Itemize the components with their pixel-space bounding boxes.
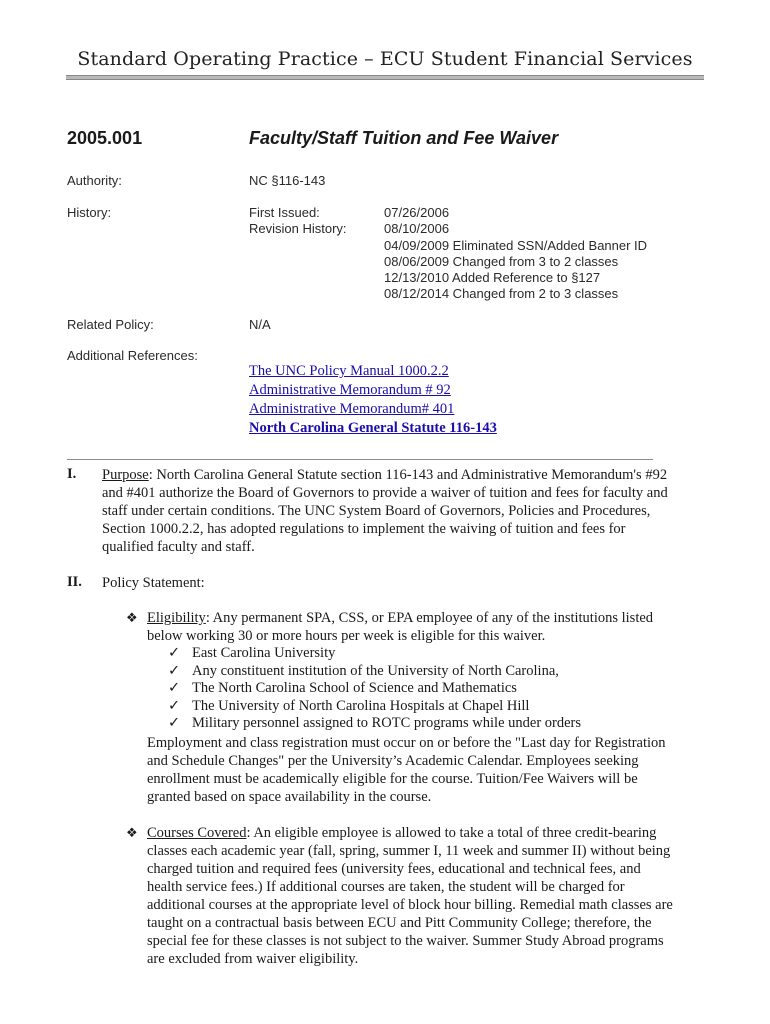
related-policy-label: Related Policy:: [67, 317, 154, 332]
revision-history-label: Revision History:: [249, 221, 347, 237]
eligibility-line: : Any permanent SPA, CSS, or EPA employee of any of the institutions listed: [205, 610, 654, 626]
history-labels: [249, 205, 347, 238]
checkmark-icon: ✓: [168, 697, 181, 714]
reference-link-admin-memo-401[interactable]: Administrative Memorandum# 401: [249, 401, 455, 417]
eligibility-heading: Eligibility: [147, 610, 206, 626]
courses-line: are excluded from waiver eligibility.: [147, 951, 359, 967]
page-header-title: Standard Operating Practice – ECU Student Financial Services: [77, 48, 693, 70]
references-list: [249, 362, 497, 438]
purpose-line: : North Carolina General Statute section 116-143 and Administrative Memorandum's #92: [148, 467, 668, 483]
additional-references-label: Additional References:: [67, 348, 198, 363]
purpose-line: Section 1000.2.2, has adopted regulations to implement the waiving of tuition and fees for: [102, 521, 626, 537]
authority-label: Authority:: [67, 173, 122, 188]
diamond-bullet-icon: ❖: [126, 610, 138, 625]
section-2-number: II.: [67, 574, 82, 590]
authority-value: NC §116-143: [249, 173, 326, 188]
checkmark-icon: ✓: [168, 645, 181, 661]
eligibility-line: below working 30 or more hours per week is eligible for this waiver.: [147, 628, 546, 644]
history-entry: 12/13/2010 Added Reference to §127: [384, 270, 601, 286]
eligibility-condition-line: Employment and class registration must occur on or before the "Last day for Registration: [147, 735, 666, 751]
section-divider: [67, 459, 653, 460]
policy-number: 2005.001: [67, 128, 143, 148]
eligibility-condition-line: enrollment must be academically eligible for the course. Tuition/Fee Waivers will be: [147, 771, 638, 787]
related-policy-value: N/A: [249, 317, 271, 332]
section-1-number: I.: [67, 466, 77, 482]
list-item: ✓ The University of North Carolina Hospitals at Chapel Hill: [168, 697, 530, 714]
list-item: ✓ Any constituent institution of the University of North Carolina,: [168, 662, 559, 679]
reference-link-admin-memo-92[interactable]: Administrative Memorandum # 92: [249, 382, 451, 398]
purpose-line: and #401 authorize the Board of Governors to provide a waiver of tuition and fees for faculty and: [102, 485, 668, 501]
reference-link-nc-statute[interactable]: North Carolina General Statute 116-143: [249, 420, 497, 436]
history-entry: 04/09/2009 Eliminated SSN/Added Banner ID: [384, 237, 648, 253]
eligibility-intro: [147, 609, 653, 645]
policy-title: Faculty/Staff Tuition and Fee Waiver: [249, 128, 559, 148]
courses-covered-heading: Courses Covered: [147, 825, 247, 841]
first-issued-label: First Issued:: [249, 205, 320, 220]
courses-line: health service fees.) If additional courses are taken, the student will be charged for: [147, 879, 625, 895]
eligibility-condition-line: granted based on space availability in the course.: [147, 789, 432, 805]
reference-link-unc-policy-manual[interactable]: The UNC Policy Manual 1000.2.2: [249, 363, 449, 379]
header-rule: [66, 75, 704, 80]
history-entry: 08/12/2014 Changed from 2 to 3 classes: [384, 286, 619, 302]
eligibility-condition-line: and Schedule Changes" per the University’s Academic Calendar. Employees seeking: [147, 753, 639, 769]
purpose-line: staff under certain conditions. The UNC System Board of Governors, Policies and Procedures,: [102, 503, 651, 519]
eligibility-conditions: [147, 734, 666, 806]
diamond-bullet-icon: ❖: [126, 825, 138, 840]
list-item: ✓ Military personnel assigned to ROTC programs while under orders: [168, 715, 582, 732]
courses-line: additional courses at the appropriate level of block hour billing. Remedial math classes are: [147, 897, 673, 913]
checkmark-icon: ✓: [168, 662, 181, 679]
checkmark-icon: ✓: [168, 715, 181, 732]
courses-covered: [147, 824, 673, 968]
list-item: ✓ The North Carolina School of Science and Mathematics: [168, 680, 517, 697]
history-entries: [384, 205, 647, 303]
list-item: ✓ East Carolina University: [168, 645, 336, 661]
purpose-line: qualified faculty and staff.: [102, 539, 255, 555]
courses-line: taught on a contractual basis between ECU and Pitt Community College; therefore, the: [147, 915, 652, 931]
history-entry: 07/26/2006: [384, 205, 450, 220]
eligible-institutions-list: [168, 645, 581, 733]
section-1-body: [102, 466, 712, 556]
section-2-heading: Policy Statement:: [102, 575, 205, 591]
history-label: History:: [67, 205, 112, 220]
checkmark-icon: ✓: [168, 680, 181, 697]
courses-line: special fee for these classes is not subject to the waiver. Summer Study Abroad programs: [147, 933, 664, 949]
courses-line: classes each academic year (fall, spring, summer I, 11 week and summer II) without being: [147, 843, 671, 859]
history-entry: 08/06/2009 Changed from 3 to 2 classes: [384, 253, 619, 269]
courses-line: : An eligible employee is allowed to take a total of three credit-bearing: [246, 825, 657, 841]
history-entry: 08/10/2006: [384, 221, 450, 237]
purpose-heading: Purpose: [102, 467, 149, 483]
courses-line: charged tuition and required fees (university fees, educational and technical fees, and: [147, 861, 641, 877]
